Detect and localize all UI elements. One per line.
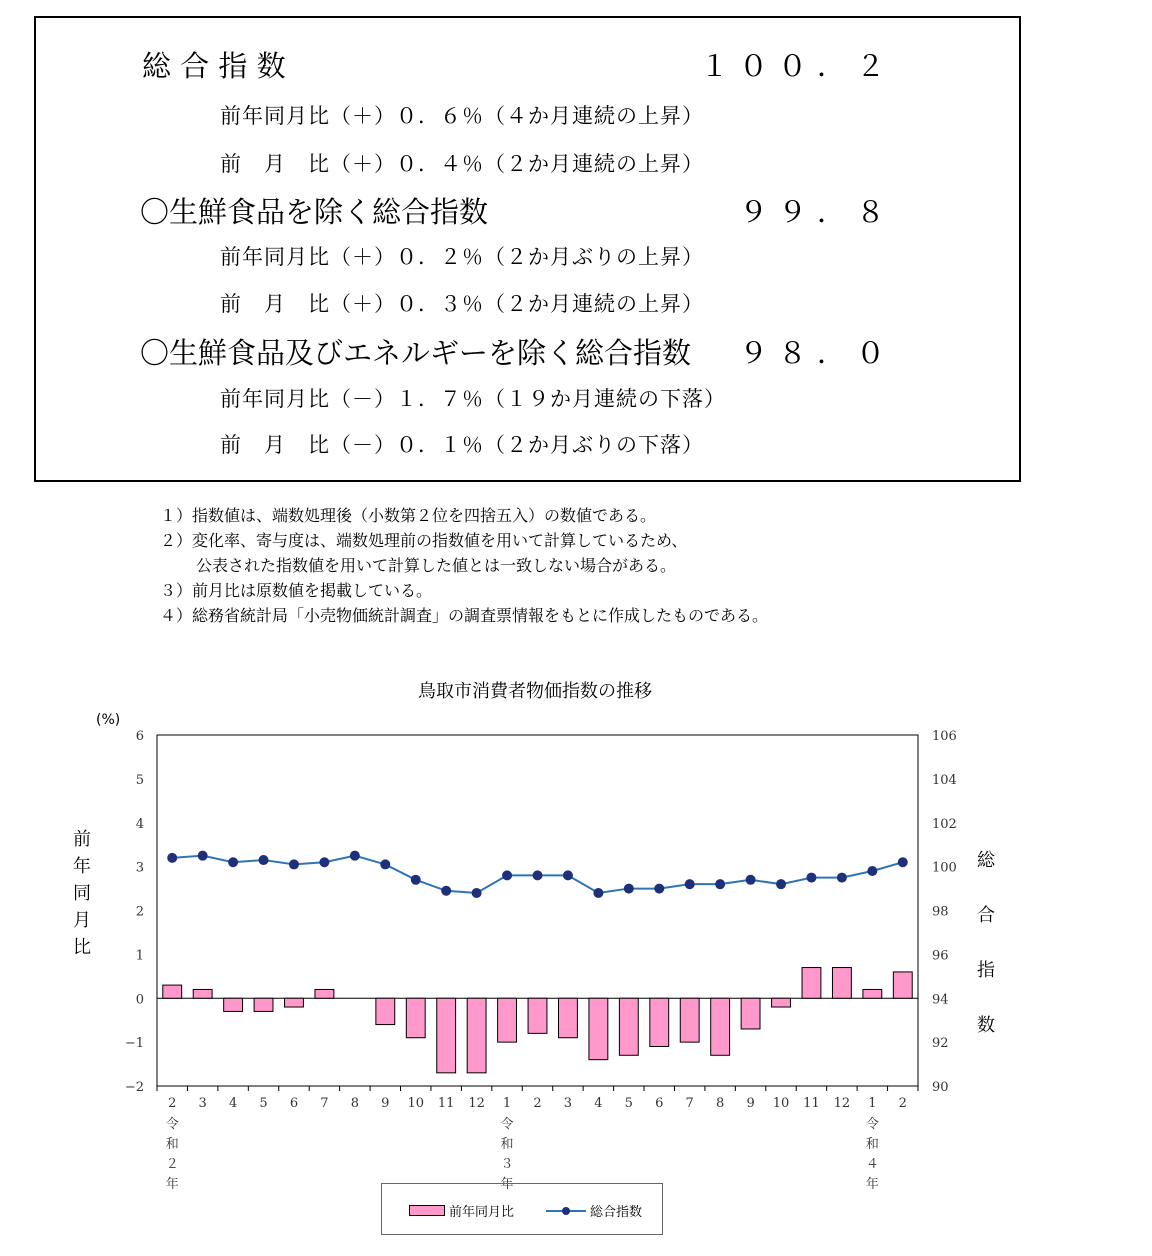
yoy-bar	[741, 998, 760, 1029]
index-point	[198, 851, 208, 861]
yoy-bar	[437, 998, 456, 1073]
index-point	[319, 857, 329, 867]
core-mom: 前 月 比（＋）０．３％（２か月連続の上昇）	[220, 292, 704, 316]
left-tick-label: 3	[135, 860, 144, 876]
yoy-bar	[650, 998, 669, 1046]
legend-item-line	[546, 1201, 642, 1220]
x-tick-label: 8	[350, 1096, 360, 1111]
yoy-bar	[832, 968, 851, 999]
yoy-bar	[559, 998, 578, 1037]
legend-item-bar	[409, 1201, 514, 1220]
left-tick-label: 6	[135, 729, 144, 744]
note-3: ３）前月比は原数値を掲載している。	[160, 581, 433, 600]
index-point	[746, 875, 756, 885]
right-tick-label: 92	[932, 1036, 949, 1052]
right-tick-label: 96	[932, 948, 949, 964]
x-tick-label: 4	[594, 1096, 603, 1111]
right-tick-label: 100	[932, 860, 957, 876]
index-point	[228, 857, 238, 867]
headline-value: １００．２	[699, 49, 895, 83]
left-tick-label: 5	[135, 772, 144, 788]
left-axis-unit: (%)	[96, 712, 121, 728]
headline-label: 総 合 指 数	[142, 49, 286, 83]
x-tick-label: 4	[228, 1096, 238, 1111]
core-core-label: 〇生鮮食品及びエネルギーを除く総合指数	[140, 336, 692, 370]
yoy-bar	[498, 998, 517, 1042]
right-tick-label: 90	[932, 1080, 949, 1095]
cpi-chart	[0, 700, 1152, 1190]
yoy-bar	[893, 972, 912, 998]
core-label: 〇生鮮食品を除く総合指数	[140, 195, 489, 229]
yoy-bar	[619, 998, 638, 1055]
left-tick-label: 2	[135, 904, 144, 920]
left-tick-label: 0	[135, 992, 144, 1008]
left-tick-label: −2	[124, 1080, 144, 1095]
x-tick-label: 9	[746, 1096, 755, 1111]
x-tick-label: 2	[898, 1096, 907, 1111]
right-tick-label: 102	[932, 816, 957, 832]
note-2b: 公表された指数値を用いて計算した値とは一致しない場合がある。	[196, 556, 677, 575]
x-tick-label: 5	[624, 1096, 633, 1111]
index-point	[167, 853, 177, 863]
summary-box	[34, 16, 1021, 482]
index-point	[837, 873, 847, 883]
core-core-yoy: 前年同月比（－）１．７％（１９か月連続の下落）	[220, 387, 726, 411]
x-tick-label: 12	[468, 1096, 485, 1111]
yoy-bar	[376, 998, 395, 1024]
note-1: １）指数値は、端数処理後（小数第２位を四捨五入）の数値である。	[160, 506, 657, 525]
core-yoy: 前年同月比（＋）０．２％（２か月ぶりの上昇）	[220, 245, 704, 269]
left-tick-label: −1	[124, 1036, 144, 1052]
era-label: 令和３年	[500, 1117, 514, 1190]
index-point	[898, 857, 908, 867]
left-axis-label: 前 年 同 月 比	[73, 829, 91, 958]
legend-swatch-line	[546, 1205, 586, 1217]
x-tick-label: 2	[168, 1096, 177, 1111]
x-tick-label: 11	[803, 1096, 820, 1111]
index-point	[472, 888, 482, 898]
x-tick-label: 1	[868, 1096, 877, 1111]
core-core-value: ９８．０	[738, 336, 895, 370]
index-point	[715, 879, 725, 889]
index-point	[654, 884, 664, 894]
yoy-bar	[772, 998, 791, 1007]
yoy-bar	[528, 998, 547, 1033]
core-value: ９９．８	[738, 195, 895, 229]
yoy-bar	[254, 998, 273, 1011]
x-tick-label: 11	[437, 1096, 455, 1111]
x-tick-label: 10	[772, 1096, 790, 1111]
note-2a: ２）変化率、寄与度は、端数処理前の指数値を用いて計算しているため、	[160, 531, 688, 550]
index-point	[806, 873, 816, 883]
x-tick-label: 10	[407, 1096, 425, 1111]
index-point	[350, 851, 360, 861]
right-tick-label: 94	[932, 992, 949, 1008]
era-label: 令和４年	[865, 1117, 879, 1190]
yoy-bar	[406, 998, 425, 1037]
headline-yoy: 前年同月比（＋）０．６％（４か月連続の上昇）	[220, 104, 704, 128]
right-tick-label: 98	[932, 904, 949, 920]
note-4: ４）総務省統計局「小売物価統計調査」の調査票情報をもとに作成したものである。	[160, 606, 769, 625]
yoy-bar	[680, 998, 699, 1042]
x-tick-label: 6	[655, 1096, 664, 1111]
chart-legend	[381, 1183, 663, 1235]
headline-mom: 前 月 比（＋）０．４％（２か月連続の上昇）	[220, 152, 704, 176]
yoy-bar	[224, 998, 243, 1011]
index-point	[411, 875, 421, 885]
yoy-bar	[467, 998, 486, 1073]
x-tick-label: 8	[715, 1096, 725, 1111]
index-point	[867, 866, 877, 876]
index-point	[380, 859, 390, 869]
x-tick-label: 6	[289, 1096, 299, 1111]
notes	[160, 503, 768, 628]
x-tick-label: 5	[259, 1096, 268, 1111]
right-tick-label: 104	[932, 772, 957, 788]
left-tick-label: 4	[135, 816, 144, 832]
x-tick-label: 7	[320, 1096, 329, 1111]
x-tick-label: 9	[381, 1096, 390, 1111]
yoy-bar	[163, 985, 182, 998]
index-point	[624, 884, 634, 894]
yoy-bar	[315, 989, 334, 998]
index-point	[533, 870, 543, 880]
index-point	[563, 870, 573, 880]
legend-label-line: 総合指数	[590, 1205, 643, 1220]
index-point	[776, 879, 786, 889]
index-point	[593, 888, 603, 898]
left-tick-label: 1	[135, 948, 144, 964]
x-tick-label: 7	[685, 1096, 694, 1111]
chart-title: 鳥取市消費者物価指数の推移	[418, 681, 652, 702]
index-point	[289, 859, 299, 869]
yoy-bar	[863, 989, 882, 998]
right-axis-label: 総 合 指 数	[977, 850, 995, 1036]
yoy-bar	[802, 968, 821, 999]
x-tick-label: 3	[198, 1096, 207, 1111]
era-label: 令和２年	[165, 1117, 179, 1190]
index-point	[502, 870, 512, 880]
x-tick-label: 1	[502, 1096, 512, 1111]
core-core-mom: 前 月 比（－）０．１％（２か月ぶりの下落）	[220, 433, 704, 457]
legend-swatch-bar	[409, 1205, 445, 1216]
index-point	[441, 886, 451, 896]
legend-label-bar: 前年同月比	[449, 1205, 515, 1220]
right-tick-label: 106	[932, 729, 957, 744]
yoy-bar	[193, 989, 212, 998]
yoy-bar	[285, 998, 304, 1007]
yoy-bar	[711, 998, 730, 1055]
index-point	[685, 879, 695, 889]
yoy-bar	[589, 998, 608, 1059]
x-tick-label: 3	[563, 1096, 573, 1111]
x-tick-label: 12	[833, 1096, 851, 1111]
index-point	[259, 855, 269, 865]
x-tick-label: 2	[533, 1096, 542, 1111]
